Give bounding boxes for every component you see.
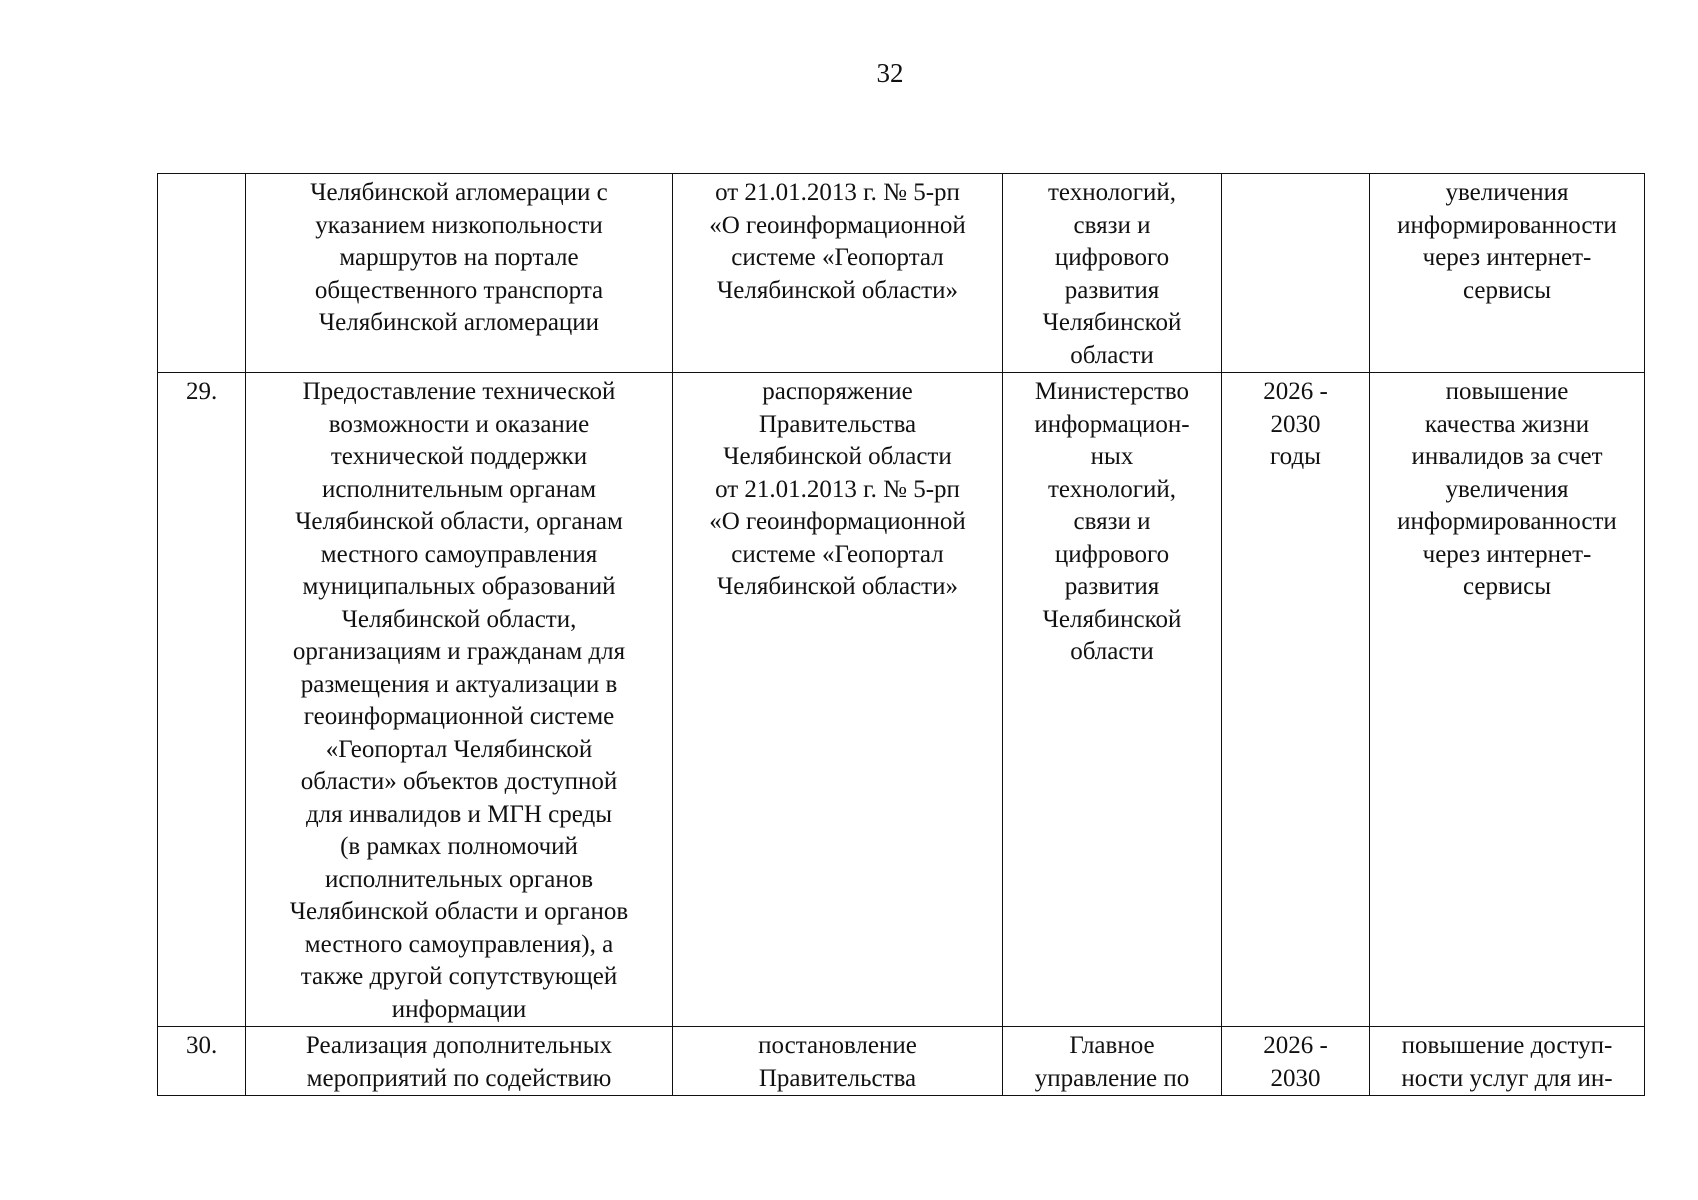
event-cell: Реализация дополнительных мероприятий по содействию	[246, 1027, 673, 1096]
table-row	[158, 373, 1645, 1027]
result-cell: увеличения информированности через интернет- сервисы	[1370, 174, 1645, 373]
row-number-cell: 30.	[158, 1027, 246, 1096]
period-cell: 2026 - 2030 годы	[1222, 373, 1370, 1027]
page-number: 32	[876, 58, 904, 88]
row-number-cell	[158, 174, 246, 373]
document-cell: от 21.01.2013 г. № 5-рп «О геоинформационной системе «Геопортал Челябинской области»	[673, 174, 1003, 373]
period-cell: 2026 - 2030	[1222, 1027, 1370, 1096]
document-cell: распоряжение Правительства Челябинской области от 21.01.2013 г. № 5-рп «О геоинформационной системе «Геопортал Челябинской области»	[673, 373, 1003, 1027]
event-cell: Челябинской агломерации с указанием низкопольности маршрутов на портале общественного транспорта Челябинской агломерации	[246, 174, 673, 373]
executor-cell: Главное управление по	[1003, 1027, 1222, 1096]
table-row	[158, 1027, 1645, 1096]
document-cell: постановление Правительства	[673, 1027, 1003, 1096]
event-cell: Предоставление технической возможности и оказание технической поддержки исполнительным органам Челябинской области, органам местного самоуправления муниципальных образований Челябинской области, организациям и гражданам для размещения и актуализации в геоинформационной системе «Геопортал Челябинской области» объектов доступной для инвалидов и МГН среды (в рамках полномочий исполнительных органов Челябинской области и органов местного самоуправления), а также другой сопутствующей информации	[246, 373, 673, 1027]
result-cell: повышение доступ- ности услуг для ин-	[1370, 1027, 1645, 1096]
measures-table	[157, 173, 1645, 1096]
table-row	[158, 174, 1645, 373]
executor-cell: технологий, связи и цифрового развития Челябинской области	[1003, 174, 1222, 373]
row-number-cell: 29.	[158, 373, 246, 1027]
period-cell	[1222, 174, 1370, 373]
executor-cell: Министерство информацион- ных технологий, связи и цифрового развития Челябинской области	[1003, 373, 1222, 1027]
result-cell: повышение качества жизни инвалидов за счет увеличения информированности через интернет- сервисы	[1370, 373, 1645, 1027]
